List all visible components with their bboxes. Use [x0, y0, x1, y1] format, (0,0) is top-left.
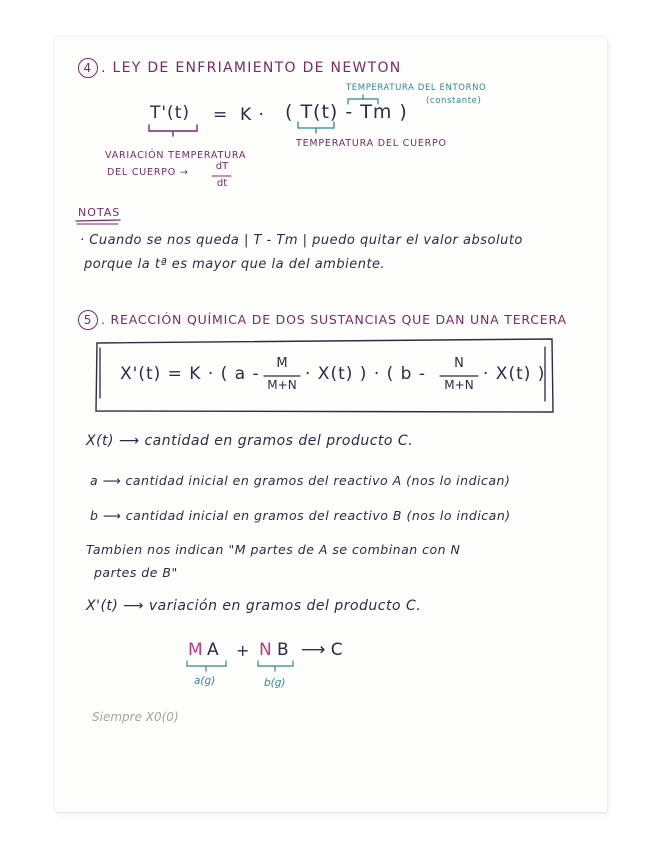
- section4-number: 4: [78, 58, 98, 78]
- notes-line-1: · Cuando se nos queda | T - Tm | puedo quitar el valor absoluto: [80, 233, 523, 248]
- label-variation-1: VARIACIÓN TEMPERATURA: [105, 150, 247, 161]
- label-ambient-temp: TEMPERATURA DEL ENTORNO: [346, 83, 487, 93]
- pencil-note: Siempre X0(0): [92, 710, 179, 724]
- line-a: a ⟶ cantidad inicial en gramos del reactivo A (nos lo indican): [90, 473, 511, 488]
- rx-label-ag: a(g): [194, 675, 216, 687]
- label-variation-2: DEL CUERPO →: [107, 167, 189, 178]
- line-xt: X(t) ⟶ cantidad en gramos del producto C.: [86, 433, 414, 449]
- section5-number: 5: [78, 310, 98, 330]
- line-tambien-2: partes de B": [94, 565, 178, 580]
- frac2-numerator: N: [454, 356, 464, 371]
- label-constant: (constante): [426, 96, 482, 106]
- line-tambien-1: Tambien nos indican "M partes de A se combinan con N: [86, 542, 461, 557]
- rx-label-bg: b(g): [264, 677, 286, 689]
- label-body-temp: TEMPERATURA DEL CUERPO: [296, 138, 447, 149]
- dt-denominator: dt: [216, 178, 228, 189]
- eq4-k: K ·: [240, 105, 265, 125]
- rx-species-a: A: [207, 640, 219, 660]
- section5-title: . REACCIÓN QUÍMICA DE DOS SUSTANCIAS QUE DAN UNA TERCERA: [101, 312, 567, 327]
- brace-nb: [258, 661, 293, 671]
- brace-under-tt: [298, 122, 334, 133]
- rx-species-b: B: [277, 640, 289, 660]
- line-b: b ⟶ cantidad inicial en gramos del reactivo B (nos lo indican): [90, 508, 511, 523]
- notas-underline: [76, 220, 120, 221]
- frac1-numerator: M: [276, 356, 288, 371]
- notes-heading: NOTAS: [78, 206, 121, 219]
- section4-title: . LEY DE ENFRIAMIENTO DE NEWTON: [101, 60, 402, 76]
- eq5-end: · X(t) ): [483, 364, 546, 384]
- eq5-middle: · X(t) ) · ( b -: [305, 364, 426, 384]
- rx-product-c: ⟶ C: [301, 640, 343, 660]
- notes-line-2: porque la tª es mayor que la del ambiente.: [84, 257, 386, 272]
- brace-under-tprime: [149, 125, 197, 136]
- frac1-denominator: M+N: [267, 378, 297, 392]
- eq4-equals: =: [213, 105, 229, 125]
- rx-plus: +: [236, 641, 250, 660]
- line-xprime: X'(t) ⟶ variación en gramos del producto C.: [86, 598, 422, 614]
- rx-coef-n: N: [259, 640, 272, 660]
- rx-coef-m: M: [188, 640, 203, 660]
- section5-heading: [78, 310, 567, 330]
- brace-ma: [187, 661, 226, 671]
- eq5-start: X'(t) = K · ( a -: [120, 364, 260, 384]
- frac2-denominator: M+N: [444, 378, 474, 392]
- section4-heading: [78, 58, 402, 78]
- eq4-lhs: T'(t): [150, 103, 190, 123]
- dT-numerator: dT: [215, 161, 229, 172]
- eq4-paren: ( T(t) - Tm ): [285, 101, 408, 123]
